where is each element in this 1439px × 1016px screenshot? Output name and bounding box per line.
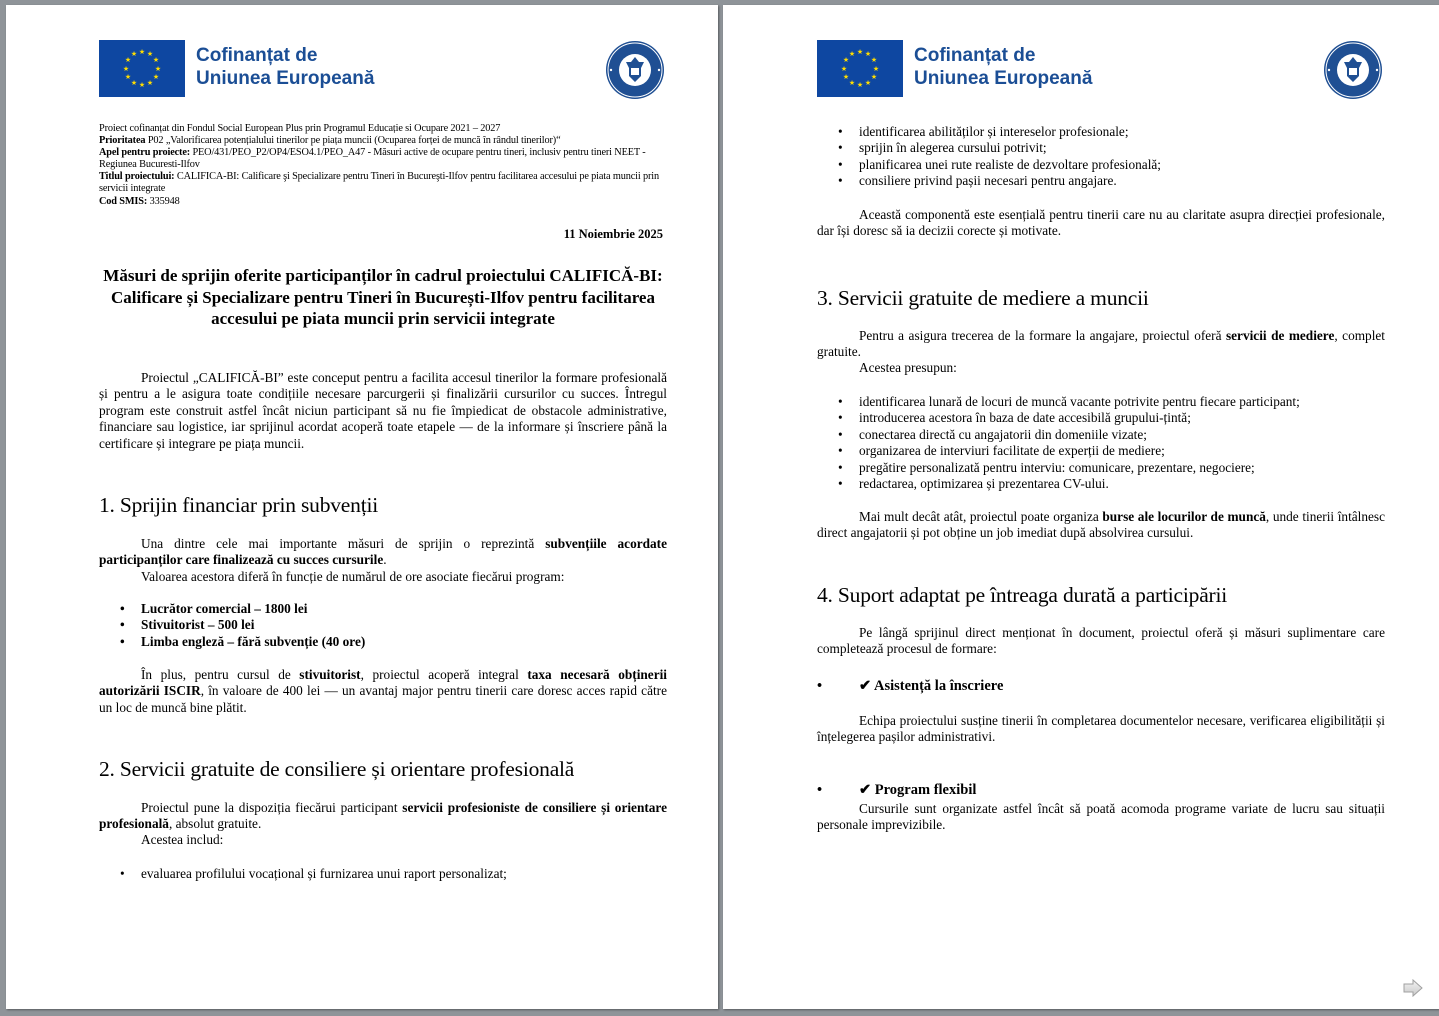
section-4-paragraph-1: Pe lângă sprijinul direct menționat în document, proiectul oferă și măsuri suplimentare care completează procesul de formare: — [817, 625, 1385, 657]
page-content — [817, 5, 1386, 833]
eu-cofinancing-label: Cofinanțat de Uniunea Europeană — [196, 45, 375, 89]
flexible-program-subheading: • ✔ Program flexibil — [817, 782, 977, 798]
section-1-paragraph-3: În plus, pentru cursul de stivuitorist, proiectul acoperă integral taxa necesară obținerii autorizării ISCIR, în valoare de 400 lei — un avantaj major pentru tinerii care doresc acces rapid către un loc de muncă bine plătit. — [99, 667, 667, 715]
svg-text:★: ★ — [152, 73, 160, 81]
assistance-paragraph: Echipa proiectului susține tinerii în completarea documentelor necesare, verificarea eligibilității și înțelegerea pașilor administrativi. — [817, 713, 1385, 745]
bullet-icon: • — [817, 782, 823, 798]
bullet-icon: • — [817, 678, 823, 694]
eu-flag-icon — [99, 40, 185, 97]
section-4-heading: 4. Suport adaptat pe întreaga durată a participării — [817, 583, 1228, 607]
section-1-paragraph-2: Valoarea acestora diferă în funcție de numărul de ore asociate fiecărui program: — [141, 569, 565, 584]
assistance-subheading: • ✔ Asistență la înscriere — [817, 678, 1004, 694]
list-item: • planificarea unei rute realiste de dezvoltare profesională; — [817, 157, 1385, 173]
svg-text:★: ★ — [856, 48, 864, 56]
svg-text:★: ★ — [130, 50, 138, 58]
section-3-paragraph-2: Acestea presupun: — [859, 360, 957, 375]
document-page-2 — [723, 5, 1439, 1009]
list-item: • Limba engleză – fără subvenție (40 ore) — [99, 634, 667, 650]
svg-text:★: ★ — [146, 79, 154, 87]
list-item: • identificarea abilităților și intereselor profesionale; — [817, 124, 1385, 140]
svg-text:★: ★ — [842, 73, 850, 81]
counseling-list-part-1 — [99, 866, 667, 882]
list-item: • redactarea, optimizarea și prezentarea CV-ului. — [817, 476, 1385, 492]
svg-text:★: ★ — [154, 65, 162, 73]
list-item: • conectarea directă cu angajatorii din domeniile vizate; — [817, 427, 1385, 443]
list-item: • organizarea de interviuri facilitate de experții de mediere; — [817, 443, 1385, 459]
section-3-paragraph-1: Pentru a asigura trecerea de la formare la angajare, proiectul oferă servicii de mediere, complet gratuite. — [817, 328, 1386, 360]
svg-text:★: ★ — [152, 56, 160, 64]
intro-paragraph: Proiectul „CALIFICĂ-BI” este conceput pentru a facilita accesul tinerilor la formare profesională și pentru a le asigura toate condițiile necesare parcurgerii și finalizării cursurilor cu succes. Întregul program este construit astfel încât niciun participant să nu fie împiedicat de obstacole administrative, financiare sau logistice, iar sprijinul acordat acoperă toate etapele — de la informare și înscriere până la certificare și integrare pe piața muncii. — [99, 370, 667, 451]
list-item: • evaluarea profilului vocațional și furnizarea unui raport personalizat; — [99, 866, 667, 882]
next-page-arrow-icon[interactable] — [1403, 979, 1423, 997]
eu-cofinancing-label: Cofinanțat de Uniunea Europeană — [914, 45, 1093, 89]
flexible-program-paragraph: Cursurile sunt organizate astfel încât să poată acomoda programe variate de lucru sau situații personale imprevizibile. — [817, 801, 1385, 833]
romanian-government-logo-icon — [1323, 40, 1383, 100]
section-1-heading: 1. Sprijin financiar prin subvenții — [99, 493, 379, 517]
list-item: • Stivuitorist – 500 lei — [99, 617, 667, 633]
section-2-heading: 2. Servicii gratuite de consiliere și orientare profesională — [99, 757, 575, 781]
romanian-government-logo-icon — [605, 40, 665, 100]
svg-text:★: ★ — [124, 73, 132, 81]
document-title: Măsuri de sprijin oferite participanților în cadrul proiectului CALIFICĂ-BI: Calificare și Specializare pentru Tineri în București-Ilfov pentru facilitarea accesului pe piata muncii prin servicii integrate — [103, 266, 663, 328]
svg-text:★: ★ — [864, 50, 872, 58]
header-logos — [99, 40, 667, 98]
section-2-paragraph-3: Această componentă este esențială pentru tinerii care nu au claritate asupra direcției profesionale, dar își doresc să ia decizii corecte și motivate. — [817, 207, 1385, 239]
list-item: • sprijin în alegerea cursului potrivit; — [817, 140, 1385, 156]
svg-text:★: ★ — [122, 65, 130, 73]
svg-text:★: ★ — [138, 48, 146, 56]
section-2-paragraph-2: Acestea includ: — [141, 832, 224, 847]
section-1-paragraph-1: Una dintre cele mai importante măsuri de sprijin o reprezintă subvențiile acordate participanților care finalizează cu succes cursurile. — [99, 536, 667, 568]
svg-text:★: ★ — [138, 81, 146, 89]
svg-text:★: ★ — [864, 79, 872, 87]
list-item: • introducerea acestora în baza de date accesibilă grupului-țintă; — [817, 410, 1385, 426]
list-item: • Lucrător comercial – 1800 lei — [99, 601, 667, 617]
svg-text:★: ★ — [130, 79, 138, 87]
svg-text:★: ★ — [840, 65, 848, 73]
svg-text:★: ★ — [842, 56, 850, 64]
svg-text:★: ★ — [870, 73, 878, 81]
eu-flag-icon — [817, 40, 903, 97]
list-item: • identificarea lunară de locuri de muncă vacante potrivite pentru fiecare participant; — [817, 394, 1385, 410]
counseling-list-part-2 — [817, 124, 1385, 190]
section-2-paragraph-1: Proiectul pune la dispoziția fiecărui participant servicii profesioniste de consiliere și orientare profesională, absolut gratuite. — [99, 800, 667, 832]
section-3-heading: 3. Servicii gratuite de mediere a muncii — [817, 286, 1149, 310]
document-page-1 — [6, 5, 718, 1009]
project-metadata: Proiect cofinanțat din Fondul Social European Plus prin Programul Educație si Ocupare 2021 – 2027 Prioritatea P02 „Valorificarea potențialului tinerilor pe piața muncii (Ocuparea forței de muncă în rândul tinerilor)“ Apel pentru proiecte: PEO/431/PEO_P2/OP4/ESO4.1/PEO_A47 - Măsuri active de ocupare pentru tineri, inclusiv pentru tineri NEET - Regiunea Bucuresti-Ilfov Titlul proiectului: CALIFICA-BI: Calificare şi Specializare pentru Tineri în Bucureşti-Ilfov pentru facilitarea accesului pe piata muncii prin servicii integrate Cod SMIS: 335948 — [99, 123, 659, 207]
svg-text:★: ★ — [124, 56, 132, 64]
list-item: • consiliere privind pașii necesari pentru angajare. — [817, 173, 1385, 189]
document-date: 11 Noiembrie 2025 — [563, 227, 663, 241]
svg-text:★: ★ — [146, 50, 154, 58]
svg-text:★: ★ — [870, 56, 878, 64]
list-item: • pregătire personalizată pentru interviu: comunicare, prezentare, negociere; — [817, 460, 1385, 476]
mediation-list — [817, 394, 1385, 492]
svg-text:★: ★ — [848, 50, 856, 58]
svg-text:★: ★ — [856, 81, 864, 89]
header-logos — [817, 40, 1385, 98]
svg-text:★: ★ — [848, 79, 856, 87]
svg-text:★: ★ — [872, 65, 880, 73]
section-3-paragraph-3: Mai mult decât atât, proiectul poate organiza burse ale locurilor de muncă, unde tinerii întâlnesc direct angajatorii și pot obține un job imediat după absolvirea cursului. — [817, 509, 1385, 541]
subsidy-list — [99, 601, 667, 650]
